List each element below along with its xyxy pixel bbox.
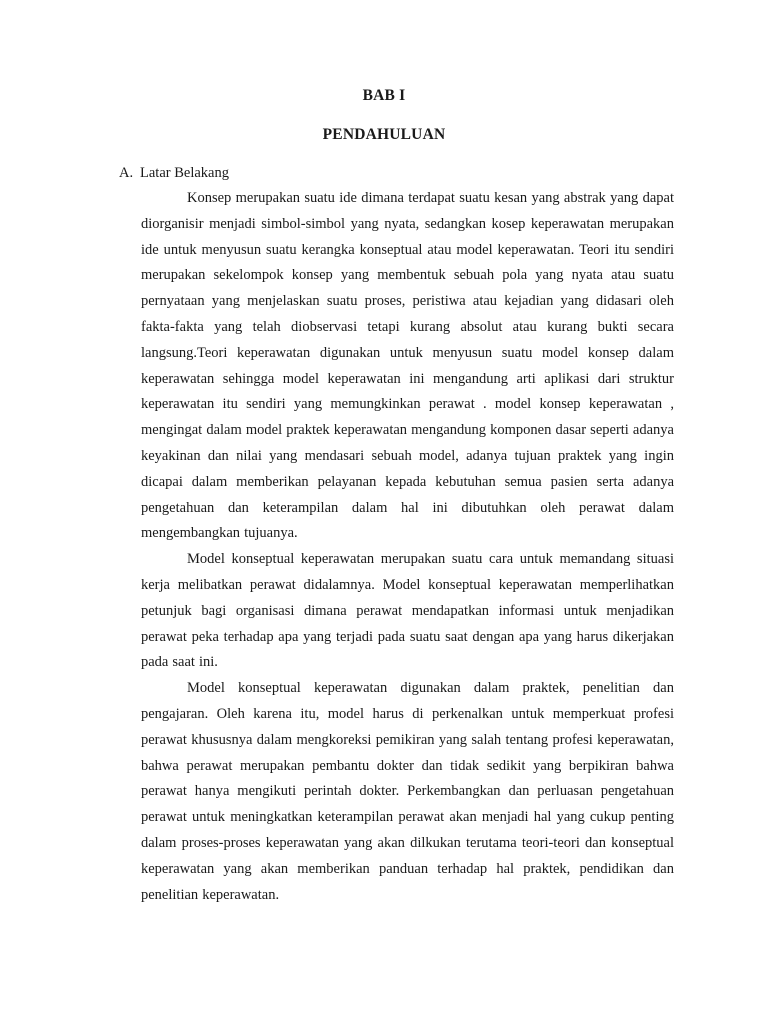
section-body	[141, 186, 674, 908]
section-heading	[119, 165, 229, 182]
section-letter: A.	[119, 165, 134, 181]
chapter-title: PENDAHULUAN	[322, 126, 446, 143]
chapter-number: BAB I	[362, 87, 406, 104]
paragraph: Konsep merupakan suatu ide dimana terdapat suatu kesan yang abstrak yang dapat diorganisir menjadi simbol-simbol yang nyata, sedangkan kosep keperawatan merupakan ide untuk menyusun suatu kerangka konseptual atau model keperawatan. Teori itu sendiri merupakan sekelompok konsep yang membentuk sebuah pola yang nyata atau suatu pernyataan yang menjelaskan suatu proses, peristiwa atau kejadian yang didasari oleh fakta-fakta yang telah diobservasi tetapi kurang absolut atau kurang bukti secara langsung.Teori keperawatan digunakan untuk menyusun suatu model konsep dalam keperawatan sehingga model keperawatan ini mengandung arti aplikasi dari struktur keperawatan itu sendiri yang memungkinkan perawat . model konsep keperawatan , mengingat dalam model praktek keperawatan mengandung komponen dasar seperti adanya keyakinan dan nilai yang mendasari sebuah model, adanya tujuan praktek yang ingin dicapai dalam memberikan pelayanan kepada kebutuhan semua pasien serta adanya pengetahuan dan keterampilan dalam hal ini dibutuhkan oleh perawat dalam mengembangkan tujuanya.	[141, 190, 674, 542]
paragraph: Model konseptual keperawatan merupakan suatu cara untuk memandang situasi kerja melibatkan perawat didalamnya. Model konseptual keperawatan memperlihatkan petunjuk bagi organisasi dimana perawat mendapatkan informasi untuk menjadikan perawat peka terhadap apa yang terjadi pada suatu saat dengan apa yang harus dikerjakan pada saat ini.	[141, 551, 674, 671]
paragraph: Model konseptual keperawatan digunakan dalam praktek, penelitian dan pengajaran. Oleh karena itu, model harus di perkenalkan untuk memperkuat profesi perawat khususnya dalam mengkoreksi pemikiran yang salah tentang profesi keperawatan, bahwa perawat merupakan pembantu dokter dan tidak sedikit yang berpikiran bahwa perawat hanya mengikuti perintah dokter. Perkembangkan dan perluasan pengetahuan perawat untuk meningkatkan keterampilan perawat akan menjadi hal yang cukup penting dalam proses-proses keperawatan yang akan dilkukan terutama teori-teori dan konseptual keperawatan yang akan memberikan panduan terhadap hal praktek, pendidikan dan penelitian keperawatan.	[141, 680, 674, 903]
section-title: Latar Belakang	[140, 165, 229, 181]
